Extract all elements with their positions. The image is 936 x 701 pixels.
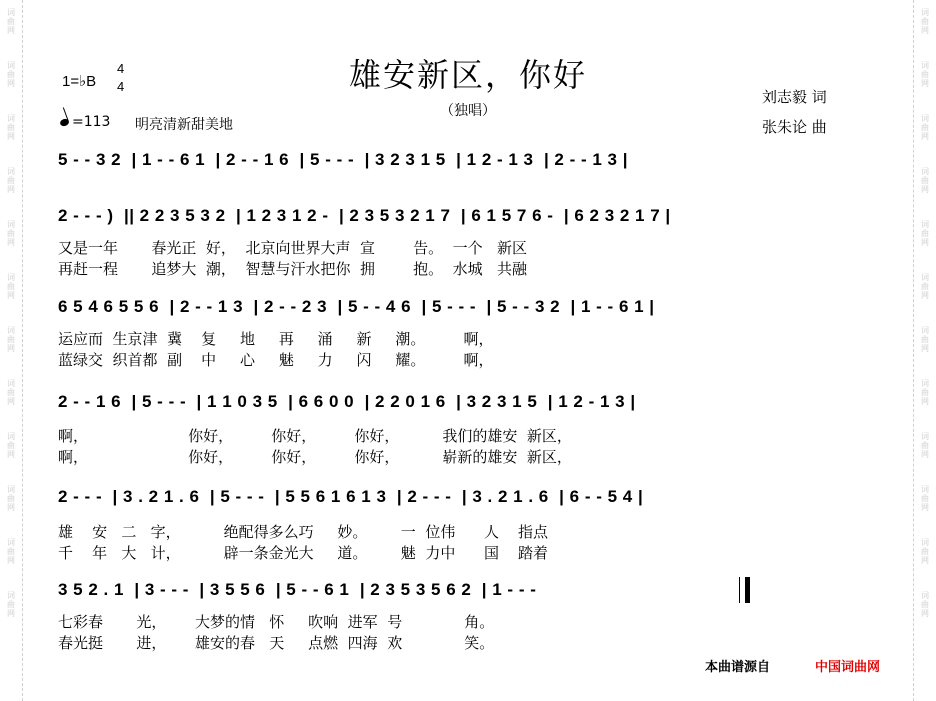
lyrics-row-5-verse-2: 千 年 大 计， 辟一条金光大 道。 魅 力中 国 踏着 xyxy=(58,544,549,562)
watermark-text: 词 曲 网 xyxy=(7,538,15,565)
watermark-text: 词 曲 网 xyxy=(7,8,15,35)
watermark-text: 词 曲 网 xyxy=(7,61,15,88)
final-barline-thin xyxy=(739,577,740,603)
watermark-text: 词 曲 网 xyxy=(7,114,15,141)
notation-row-3: 6 5 4 6 5 5 6 | 2 - - 1 3 | 2 - - 2 3 | 5 - - 4 6 | 5 - - - | 5 - - 3 2 | 1 - - 6 1 | xyxy=(58,297,655,316)
watermark-text: 词 曲 网 xyxy=(7,591,15,618)
watermark-text: 词 曲 网 xyxy=(7,485,15,512)
tempo-value: =113 xyxy=(72,114,111,130)
final-barline-thick xyxy=(745,577,750,603)
lyricist-credit: 刘志毅 词 xyxy=(762,88,827,106)
song-subtitle: （独唱） xyxy=(440,103,496,119)
site-link[interactable]: 中国词曲网 xyxy=(815,660,881,675)
watermark-text: 词 曲 网 xyxy=(7,273,15,300)
lyrics-row-4-verse-1: 啊， 你好， 你好， 你好， 我们的雄安 新区， xyxy=(58,427,572,445)
expression-mark: 明亮清新甜美地 xyxy=(135,117,233,133)
watermark-text: 词 曲 网 xyxy=(921,326,929,353)
lyrics-row-2-verse-2: 再赶一程 追梦大 潮， 智慧与汗水把你 拥 抱。 水城 共融 xyxy=(58,260,527,278)
lyrics-row-3-verse-1: 运应而 生京津 冀 复 地 再 涌 新 潮。 啊， xyxy=(58,330,494,348)
watermark-text: 词 曲 网 xyxy=(7,432,15,459)
watermark-text: 词 曲 网 xyxy=(921,591,929,618)
notation-row-5: 2 - - - | 3 . 2 1 . 6 | 5 - - - | 5 5 6 1 6 1 3 | 2 - - - | 3 . 2 1 . 6 | 6 - - 5 4 | xyxy=(58,487,644,506)
watermark-text: 词 曲 网 xyxy=(921,379,929,406)
lyrics-row-6-verse-2: 春光挺 进， 雄安的春 天 点燃 四海 欢 笑。 xyxy=(58,634,495,652)
lyrics-row-3-verse-2: 蓝绿交 织首都 副 中 心 魅 力 闪 耀。 啊， xyxy=(58,351,494,369)
watermark-text: 词 曲 网 xyxy=(921,167,929,194)
watermark-text: 词 曲 网 xyxy=(7,379,15,406)
time-signature xyxy=(117,60,124,96)
watermark-text: 词 曲 网 xyxy=(921,61,929,88)
notation-row-6: 3 5 2 . 1 | 3 - - - | 3 5 5 6 | 5 - - 6 1 | 2 3 5 3 5 6 2 | 1 - - - xyxy=(58,580,537,599)
notation-row-4: 2 - - 1 6 | 5 - - - | 1 1 0 3 5 | 6 6 0 0 | 2 2 0 1 6 | 3 2 3 1 5 | 1 2 - 1 3 | xyxy=(58,392,636,411)
quarter-note-icon xyxy=(59,117,70,127)
watermark-text: 词 曲 网 xyxy=(921,8,929,35)
watermark-text: 词 曲 网 xyxy=(921,485,929,512)
song-title: 雄安新区，你好 xyxy=(348,56,587,94)
watermark-text: 词 曲 网 xyxy=(921,114,929,141)
watermark-text: 词 曲 网 xyxy=(7,326,15,353)
source-note: 本曲谱源自 xyxy=(705,660,771,675)
watermark-text: 词 曲 网 xyxy=(7,220,15,247)
watermark-text: 词 曲 网 xyxy=(921,220,929,247)
lyrics-row-2-verse-1: 又是一年 春光正 好， 北京向世界大声 宣 告。 一个 新区 xyxy=(58,239,527,257)
watermark-text: 词 曲 网 xyxy=(921,273,929,300)
watermark-text: 词 曲 网 xyxy=(921,432,929,459)
time-sig-bottom: 4 xyxy=(117,79,125,94)
composer-credit: 张朱论 曲 xyxy=(762,118,827,136)
watermark-text: 词 曲 网 xyxy=(7,167,15,194)
lyrics-row-6-verse-1: 七彩春 光， 大梦的情 怀 吹响 进军 号 角。 xyxy=(58,613,495,631)
watermark-text: 词 曲 网 xyxy=(921,538,929,565)
time-sig-top: 4 xyxy=(117,61,125,76)
tempo-mark xyxy=(60,114,110,130)
notation-row-2: 2 - - - ) || 2 2 3 5 3 2 | 1 2 3 1 2 - | 2 3 5 3 2 1 7 | 6 1 5 7 6 - | 6 2 3 2 1 7 | xyxy=(58,206,671,225)
key-signature: 1=♭B xyxy=(62,73,97,90)
lyrics-row-5-verse-1: 雄 安 二 字， 绝配得多么巧 妙。 一 位伟 人 指点 xyxy=(58,523,549,541)
lyrics-row-4-verse-2: 啊， 你好， 你好， 你好， 崭新的雄安 新区， xyxy=(58,448,572,466)
notation-row-1: 5 - - 3 2 | 1 - - 6 1 | 2 - - 1 6 | 5 - - - | 3 2 3 1 5 | 1 2 - 1 3 | 2 - - 1 3 | xyxy=(58,150,628,169)
